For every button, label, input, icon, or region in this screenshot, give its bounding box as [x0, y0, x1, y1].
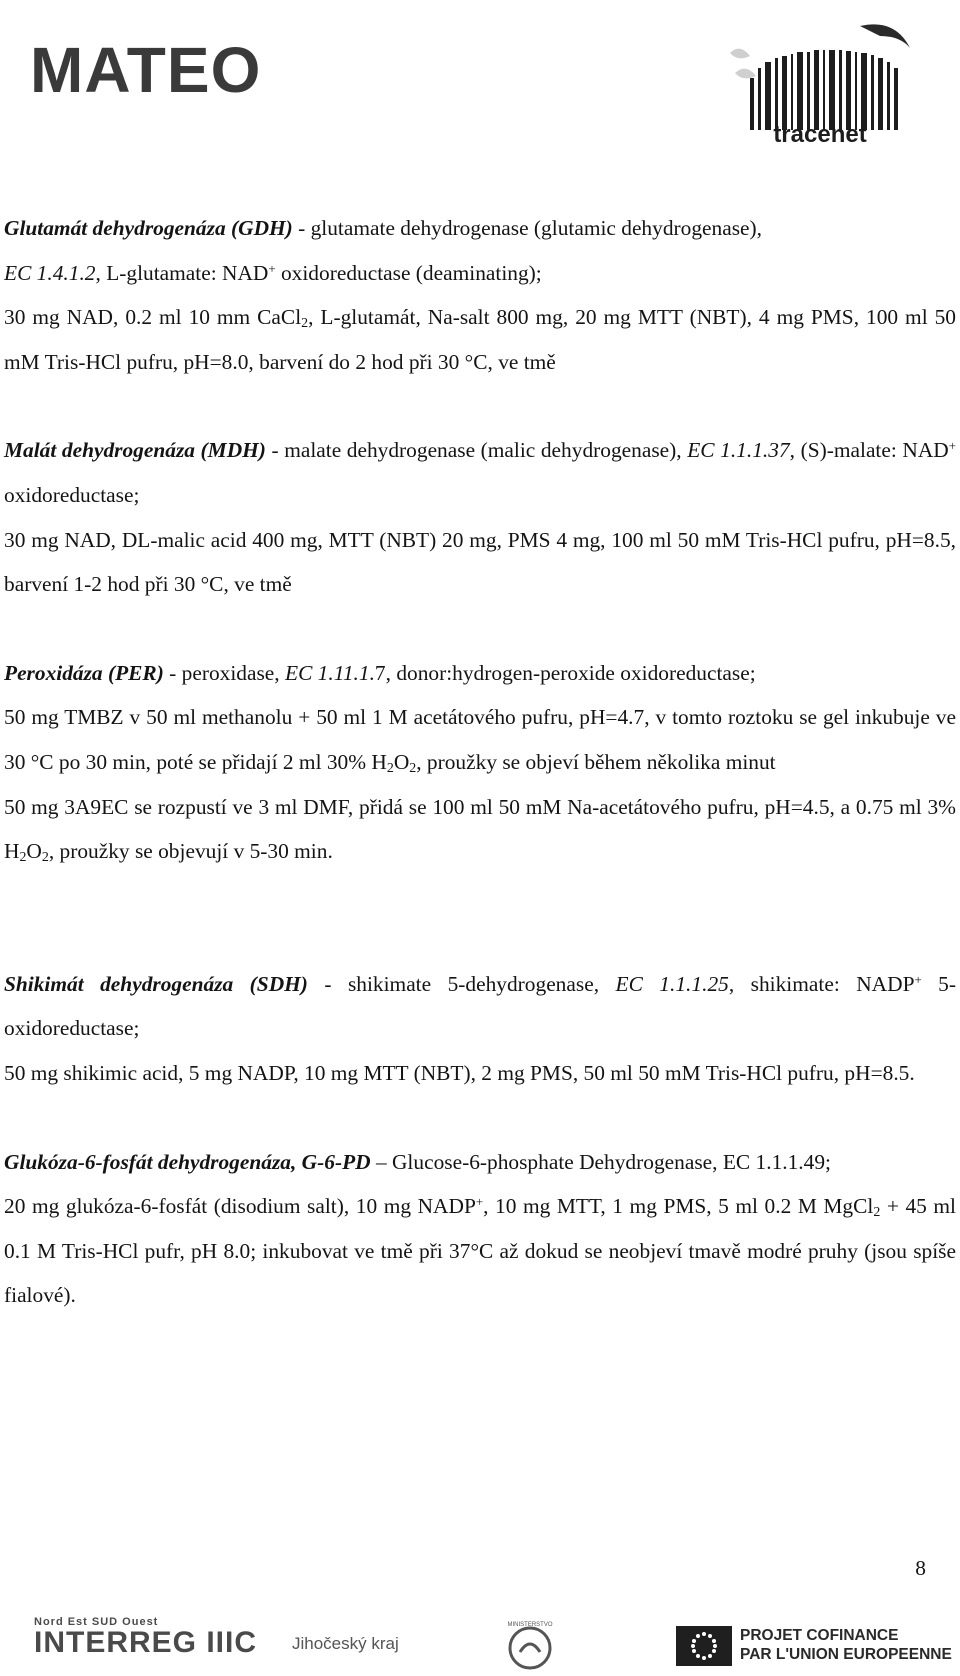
per-recipe-1-sub1: 2: [386, 760, 394, 776]
per-recipe-1-a: 50 mg TMBZ v 50 ml methanolu + 50 ml 1 M acetátového pufru, pH=4.7, v tomto roztoku se gel inkubuje ve 30 °C po 30 min, poté se přidají 2 ml 30% H: [4, 705, 956, 774]
tracenet-logo-text: tracenet: [773, 121, 867, 146]
gdh-recipe-b: , L-glutamát, Na-salt 800 mg, 20 mg MTT (NBT), 4 mg PMS, 100 ml 50 mM Tris-HCl pufru, pH=8.0, barvení do 2 hod při 30 °C, ve tmě: [4, 305, 956, 374]
sdh-superscript: +: [914, 972, 922, 987]
tracenet-logo: [710, 18, 940, 146]
per-recipe-1-b: O: [393, 749, 410, 774]
g6pd-desc: – Glucose-6-phosphate Dehydrogenase, EC 1.1.1.49;: [370, 1149, 831, 1174]
per-recipe-2: [4, 785, 956, 874]
gdh-desc: - glutamate dehydrogenase (glutamic dehydrogenase),: [292, 216, 763, 240]
eu-flag-icon: [676, 1626, 732, 1666]
mdh-enzyme-type: oxidoreductase;: [4, 482, 140, 507]
per-title: Peroxidáza (PER): [4, 660, 164, 685]
gdh-heading: [4, 206, 956, 295]
eu-cofinance-line1: PROJET COFINANCE: [740, 1627, 899, 1644]
sdh-desc: - shikimate 5-dehydrogenase,: [307, 971, 616, 996]
per-enzyme-name: 7, donor:hydrogen-peroxide oxidoreductase;: [374, 660, 756, 685]
sdh-recipe: 50 mg shikimic acid, 5 mg NADP, 10 mg MTT (NBT), 2 mg PMS, 50 ml 50 mM Tris-HCl pufru, pH=8.5.: [4, 1060, 915, 1085]
per-heading: [4, 651, 956, 696]
per-recipe-1-c: , proužky se objeví během několika minut: [416, 749, 776, 774]
interreg-logo: [34, 1616, 257, 1658]
interreg-title: INTERREG IIIC: [34, 1626, 258, 1659]
interreg-subtitle: Nord Est SUD Ouest: [34, 1616, 159, 1628]
mdh-recipe: 30 mg NAD, DL-malic acid 400 mg, MTT (NBT) 20 mg, PMS 4 mg, 100 ml 50 mM Tris-HCl pufru, pH=8.5, barvení 1-2 hod při 30 °C, ve tmě: [4, 527, 956, 597]
mdh-title: Malát dehydrogenáza (MDH): [4, 438, 266, 463]
sdh-ec: EC 1.1.1.25: [615, 971, 729, 996]
footer: [0, 1612, 960, 1676]
g6pd-heading: [4, 1140, 956, 1185]
per-recipe-1: [4, 695, 956, 784]
gdh-recipe: [4, 295, 956, 384]
page-number: 8: [915, 1556, 926, 1580]
sdh-heading: [4, 962, 956, 1051]
gdh-enzyme-type: oxidoreductase (deaminating);: [275, 260, 542, 285]
per-recipe-2-b: O: [26, 839, 42, 864]
g6pd-recipe: [4, 1184, 956, 1318]
mateo-logo-text: MATEO: [30, 34, 262, 106]
per-recipe-2-sub2: 2: [41, 849, 49, 865]
gdh-recipe-a: 30 mg NAD, 0.2 ml 10 mm CaCl: [4, 305, 302, 330]
gdh-ec: EC 1.4.1.2: [4, 260, 96, 285]
mdh-superscript: +: [948, 439, 956, 454]
gdh-enzyme-name: , L-glutamate: NAD: [95, 260, 269, 285]
g6pd-recipe-sub: 2: [873, 1204, 881, 1220]
per-recipe-2-sub1: 2: [19, 849, 27, 865]
eu-stars-icon: [676, 1626, 732, 1666]
mdh-ec-label: EC: [687, 438, 715, 463]
gdh-superscript: +: [268, 261, 276, 276]
document-body: [4, 206, 956, 1318]
mdh-desc: - malate dehydrogenase (malic dehydrogenase),: [265, 438, 688, 463]
g6pd-recipe-a: 20 mg glukóza-6-fosfát (disodium salt), 10 mg NADP: [4, 1194, 476, 1219]
jihocesky-kraj-logo: Jihočeský kraj: [292, 1634, 399, 1653]
sdh-title: Shikimát dehydrogenáza (SDH): [4, 971, 308, 996]
mdh-enzyme-name: , (S)-malate: NAD: [789, 438, 949, 463]
eu-cofinance-line2: PAR L'UNION EUROPEENNE: [740, 1646, 952, 1663]
g6pd-recipe-b: , 10 mg MTT, 1 mg PMS, 5 ml 0.2 M MgCl: [483, 1194, 874, 1219]
per-ec: EC 1.11.1.: [285, 660, 375, 685]
g6pd-recipe-sup: +: [475, 1195, 484, 1210]
sdh-enzyme-name: , shikimate: NADP: [728, 971, 915, 996]
g6pd-recipe-c: + 45 ml 0.1 M Tris-HCl pufr, pH 8.0; inkubovat ve tmě při 37°C až dokud se neobjeví tmavě modré pruhy (jsou spíše fialové).: [4, 1194, 956, 1308]
mdh-ec: 1.1.1.37: [720, 438, 790, 463]
per-recipe-2-a: 50 mg 3A9EC se rozpustí ve 3 ml DMF, přidá se 100 ml 50 mM Na-acetátového pufru, pH=4.5, a 0.75 ml 3% H: [4, 794, 956, 864]
per-desc: - peroxidase,: [163, 660, 285, 685]
mateo-logo: [30, 30, 290, 106]
sdh-enzyme-type: 5-oxidoreductase;: [4, 971, 956, 1041]
ministry-logo-text: MINISTERSTVO: [507, 1622, 553, 1628]
eu-cofinance-text: [740, 1626, 952, 1664]
gdh-recipe-sub: 2: [301, 315, 309, 331]
ministry-logo: [500, 1618, 560, 1674]
g6pd-title: Glukóza-6-fosfát dehydrogenáza, G-6-PD: [4, 1149, 371, 1174]
mdh-heading: [4, 428, 956, 517]
per-recipe-1-sub2: 2: [409, 760, 417, 776]
per-recipe-2-c: , proužky se objevují v 5-30 min.: [48, 839, 333, 864]
gdh-title: Glutamát dehydrogenáza (GDH): [4, 216, 293, 240]
